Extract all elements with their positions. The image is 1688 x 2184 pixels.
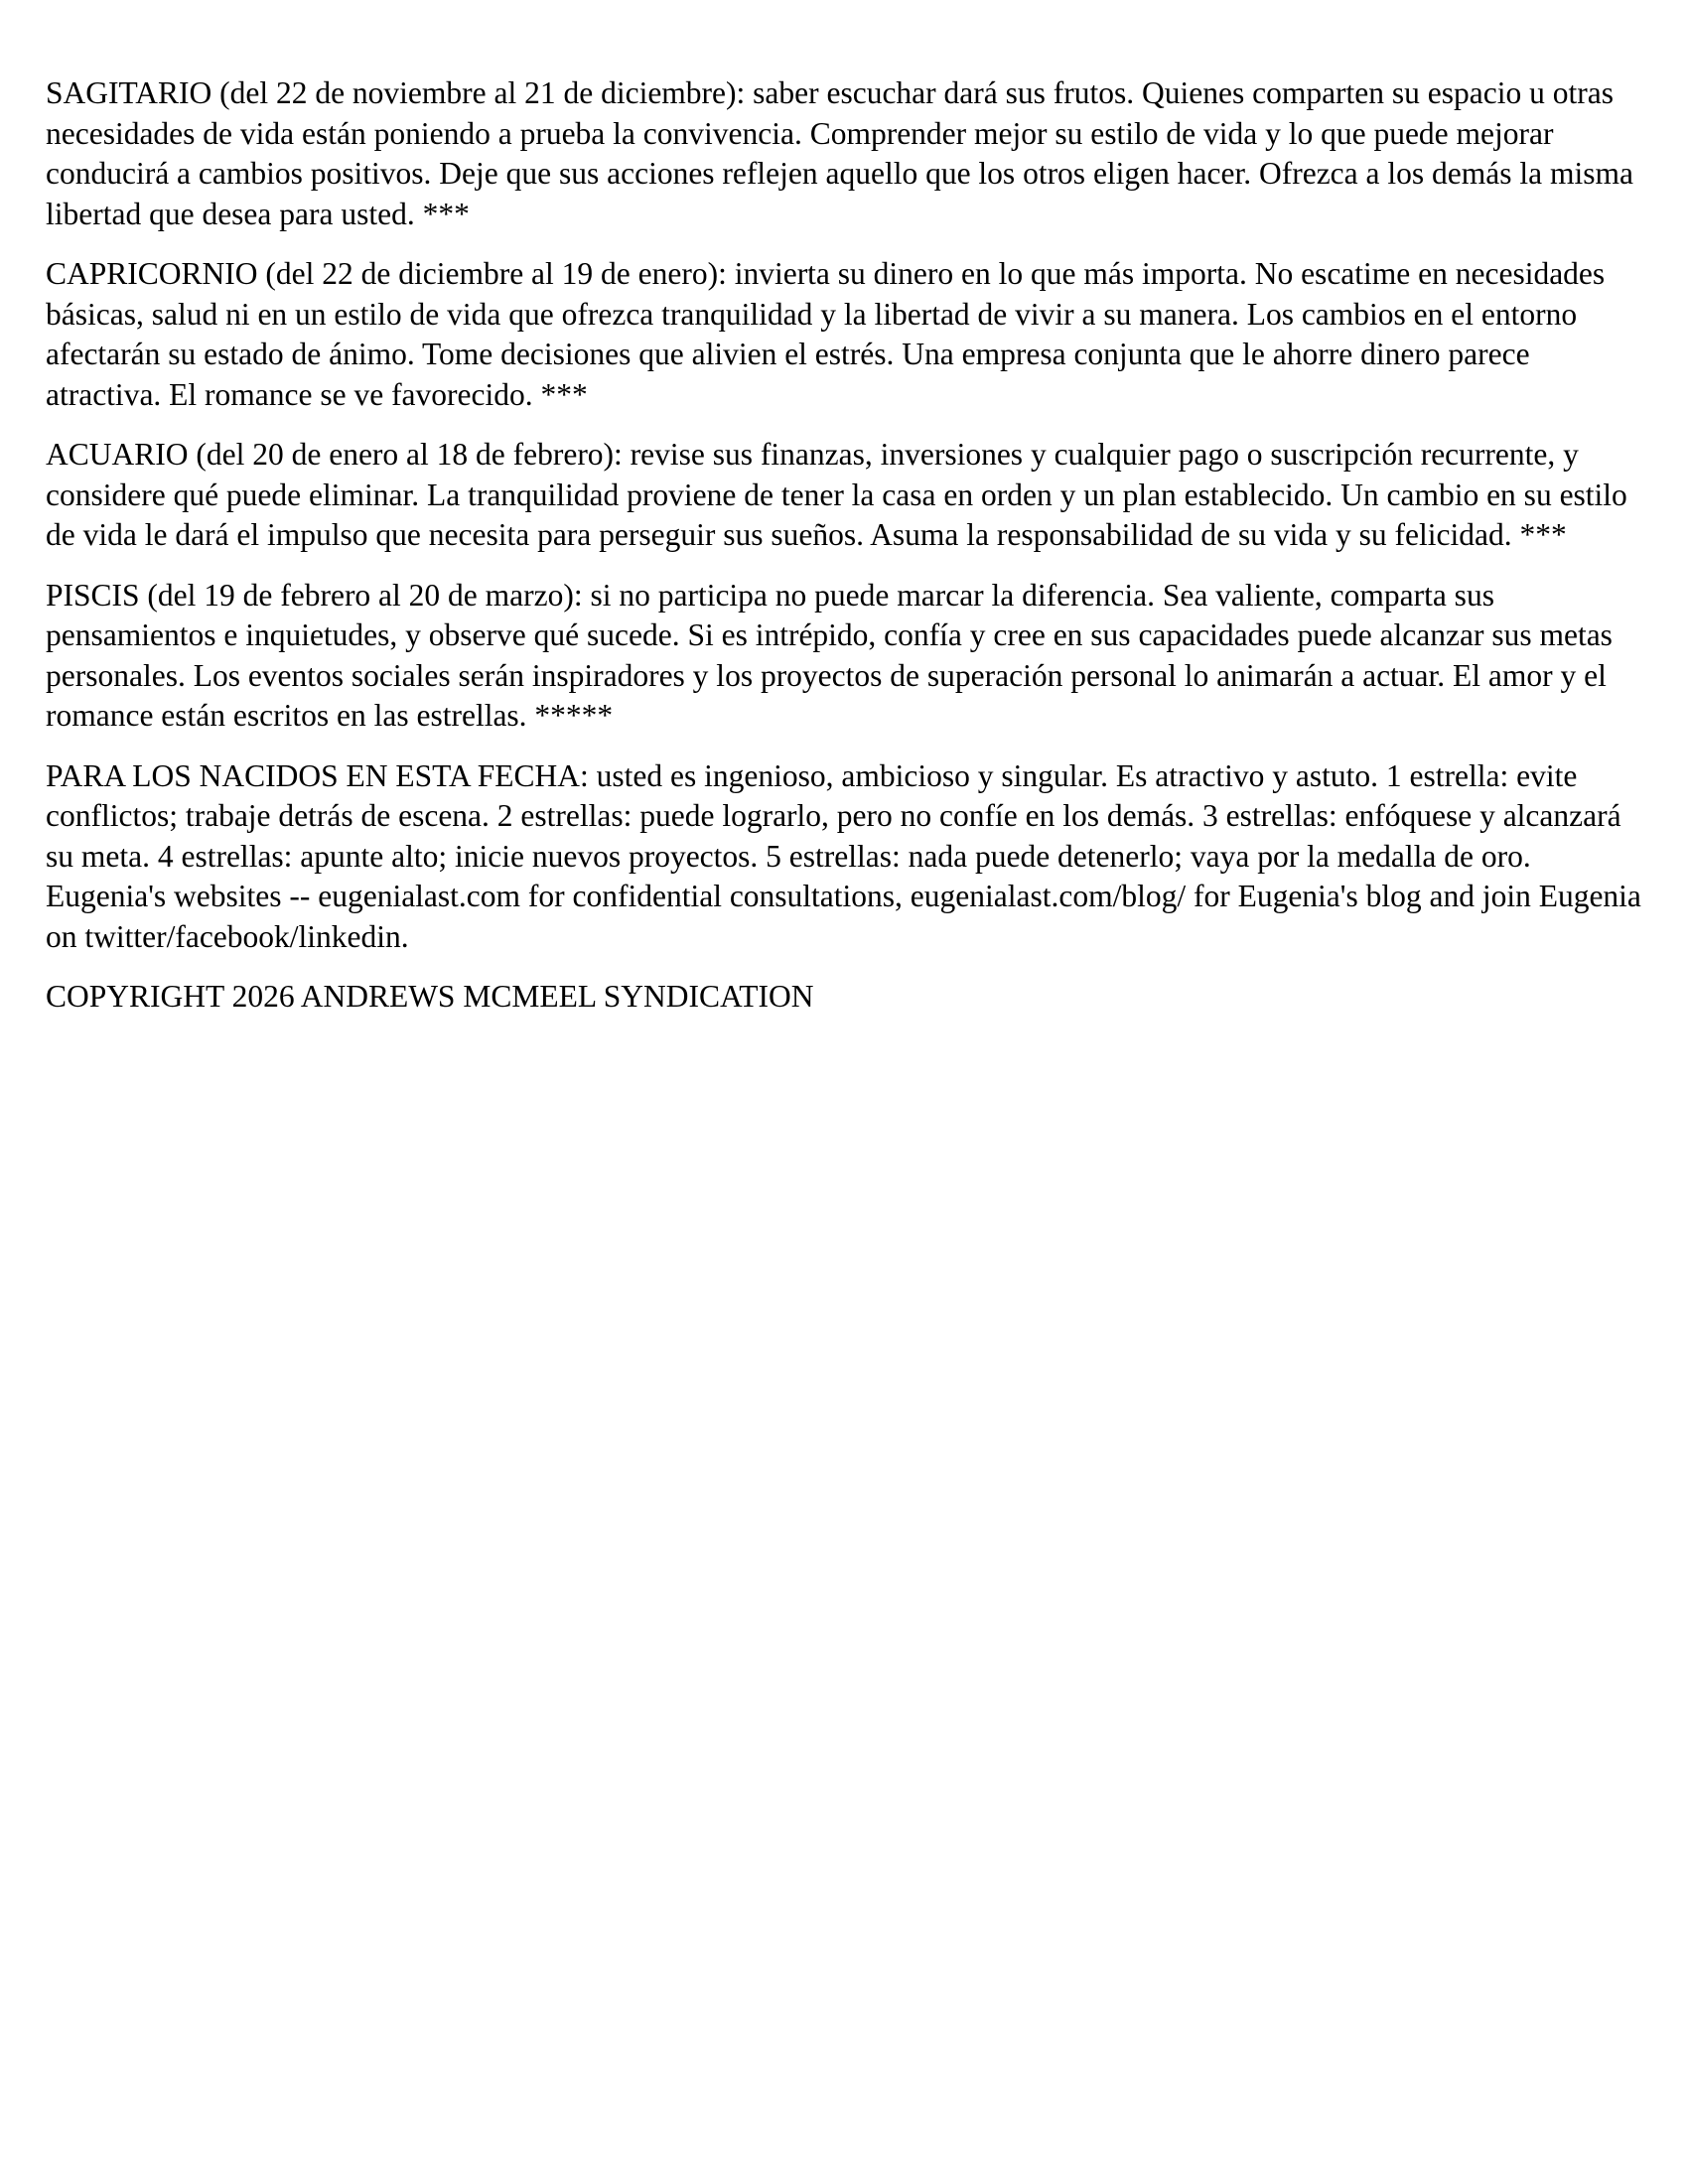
copyright-notice: COPYRIGHT 2026 ANDREWS MCMEEL SYNDICATION <box>46 979 814 1014</box>
horoscope-sagittarius: SAGITARIO (del 22 de noviembre al 21 de diciembre): saber escuchar dará sus frutos. Quienes comparten su espacio u otras necesidades de vida están poniendo a prueba la convivencia. Comprender mejor su estilo de vida y lo que puede mejorar conducirá a cambios positivos. Deje que sus acciones reflejen aquello que los otros eligen hacer. Ofrezca a los demás la misma libertad que desea para usted. *** <box>46 75 1633 231</box>
horoscope-capricorn: CAPRICORNIO (del 22 de diciembre al 19 de enero): invierta su dinero en lo que más importa. No escatime en necesidades básicas, salud ni en un estilo de vida que ofrezca tranquilidad y la libertad de vivir a su manera. Los cambios en el entorno afectarán su estado de ánimo. Tome decisiones que alivien el estrés. Una empresa conjunta que le ahorre dinero parece atractiva. El romance se ve favorecido. *** <box>46 256 1606 412</box>
document-page <box>46 73 1644 1037</box>
birthday-paragraph: PARA LOS NACIDOS EN ESTA FECHA: usted es ingenioso, ambicioso y singular. Es atractivo y astuto. 1 estrella: evite conflictos; trabaje detrás de escena. 2 estrellas: puede lograrlo, pero no confíe en los demás. 3 estrellas: enfóquese y alcanzará su meta. 4 estrellas: apunte alto; inicie nuevos proyectos. 5 estrellas: nada puede detenerlo; vaya por la medalla de oro. Eugenia's websites -- eugenialast.com for confidential consultations, eugenialast.com/blog/ for Eugenia's blog and join Eugenia on twitter/facebook/linkedin. <box>46 757 1641 954</box>
horoscope-aquarius: ACUARIO (del 20 de enero al 18 de febrero): revise sus finanzas, inversiones y cualquier pago o suscripción recurrente, y considere qué puede eliminar. La tranquilidad proviene de tener la casa en orden y un plan establecido. Un cambio en su estilo de vida le dará el impulso que necesita para perseguir sus sueños. Asuma la responsabilidad de su vida y su felicidad. *** <box>46 437 1627 552</box>
horoscope-pisces: PISCIS (del 19 de febrero al 20 de marzo): si no participa no puede marcar la diferencia. Sea valiente, comparta sus pensamientos e inquietudes, y observe qué sucede. Si es intrépido, confía y cree en sus capacidades puede alcanzar sus metas personales. Los eventos sociales serán inspiradores y los proyectos de superación personal lo animarán a actuar. El amor y el romance están escritos en las estrellas. ***** <box>46 577 1613 733</box>
